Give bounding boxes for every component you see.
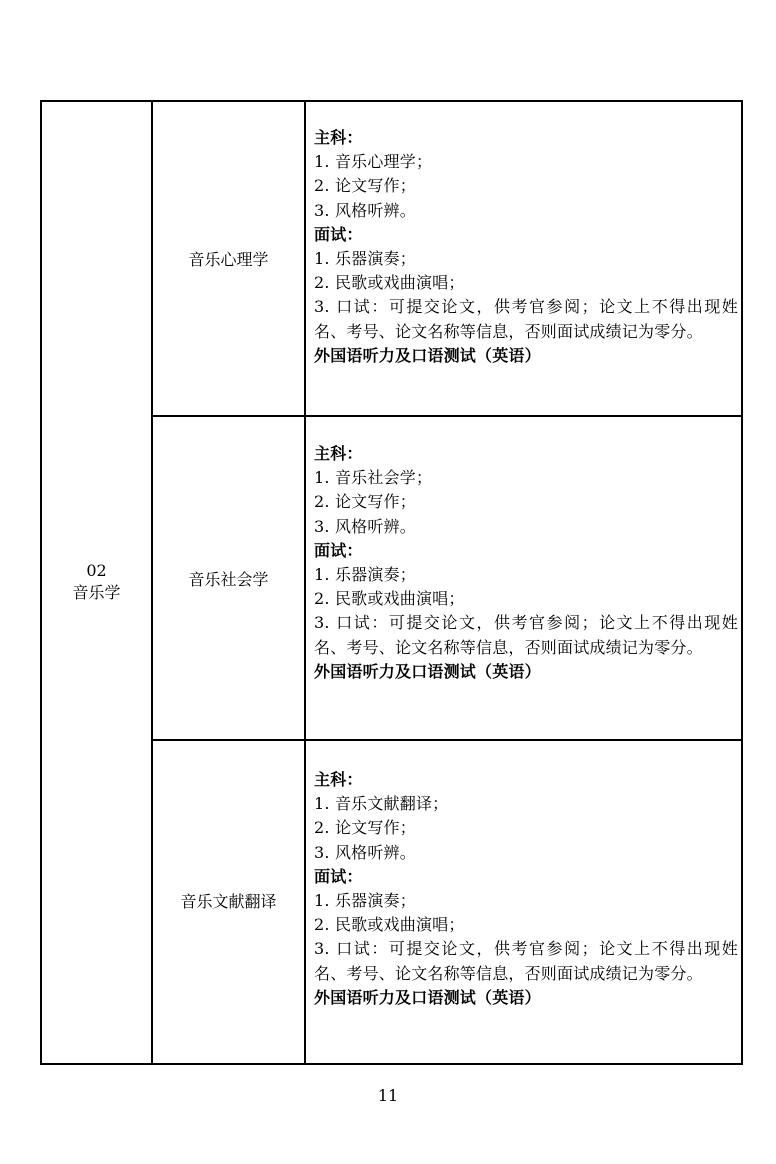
main-subject-item: 1. 音乐社会学； [314, 468, 433, 488]
language-test: 外国语听力及口语测试（英语） [314, 345, 541, 365]
direction-cell: 音乐文献翻译 [180, 892, 277, 911]
interview-item: 2. 民歌或戏曲演唱； [314, 589, 465, 609]
major-name: 音乐学 [72, 583, 121, 602]
interview-item-oral: 3. 口试：可提交论文，供考官参阅；论文上不得出现姓名、考号、论文名称等信息，否则面试成绩记为零分。 [314, 939, 738, 983]
interview-item: 2. 民歌或戏曲演唱； [314, 273, 465, 293]
interview-item: 1. 乐器演奏； [314, 891, 416, 911]
row-divider [151, 739, 743, 741]
direction-cell: 音乐心理学 [188, 250, 269, 269]
language-test: 外国语听力及口语测试（英语） [314, 661, 541, 681]
main-subject-item: 2. 论文写作； [314, 176, 416, 196]
main-subject-item: 1. 音乐心理学； [314, 152, 433, 172]
interview-item-oral: 3. 口试：可提交论文，供考官参阅；论文上不得出现姓名、考号、论文名称等信息，否则面试成绩记为零分。 [314, 297, 738, 341]
main-subject-item: 3. 风格听辨。 [314, 200, 416, 220]
interview-item-oral: 3. 口试：可提交论文，供考官参阅；论文上不得出现姓名、考号、论文名称等信息，否则面试成绩记为零分。 [314, 613, 738, 657]
interview-item: 2. 民歌或戏曲演唱； [314, 915, 465, 935]
main-subject-item: 2. 论文写作； [314, 818, 416, 838]
main-subject-item: 3. 风格听辨。 [314, 842, 416, 862]
main-subject-heading: 主科： [314, 128, 363, 147]
main-subject-item: 3. 风格听辨。 [314, 516, 416, 536]
direction-cell: 音乐社会学 [188, 570, 269, 589]
page-number: 11 [377, 1086, 399, 1105]
language-test: 外国语听力及口语测试（英语） [314, 987, 541, 1007]
main-subject-item: 2. 论文写作； [314, 492, 416, 512]
column-divider [304, 100, 306, 1065]
interview-item: 1. 乐器演奏； [314, 565, 416, 585]
requirements-cell [314, 442, 738, 684]
row-divider [151, 415, 743, 417]
interview-heading: 面试： [314, 224, 363, 244]
major-code: 02 [86, 561, 107, 580]
main-subject-heading: 主科： [314, 444, 363, 463]
interview-item: 1. 乐器演奏； [314, 249, 416, 269]
interview-heading: 面试： [314, 866, 363, 886]
main-subject-item: 1. 音乐文献翻译； [314, 794, 449, 814]
requirements-cell [314, 126, 738, 368]
requirements-cell [314, 768, 738, 1010]
main-subject-heading: 主科： [314, 770, 363, 789]
major-cell [42, 560, 151, 604]
interview-heading: 面试： [314, 540, 363, 560]
